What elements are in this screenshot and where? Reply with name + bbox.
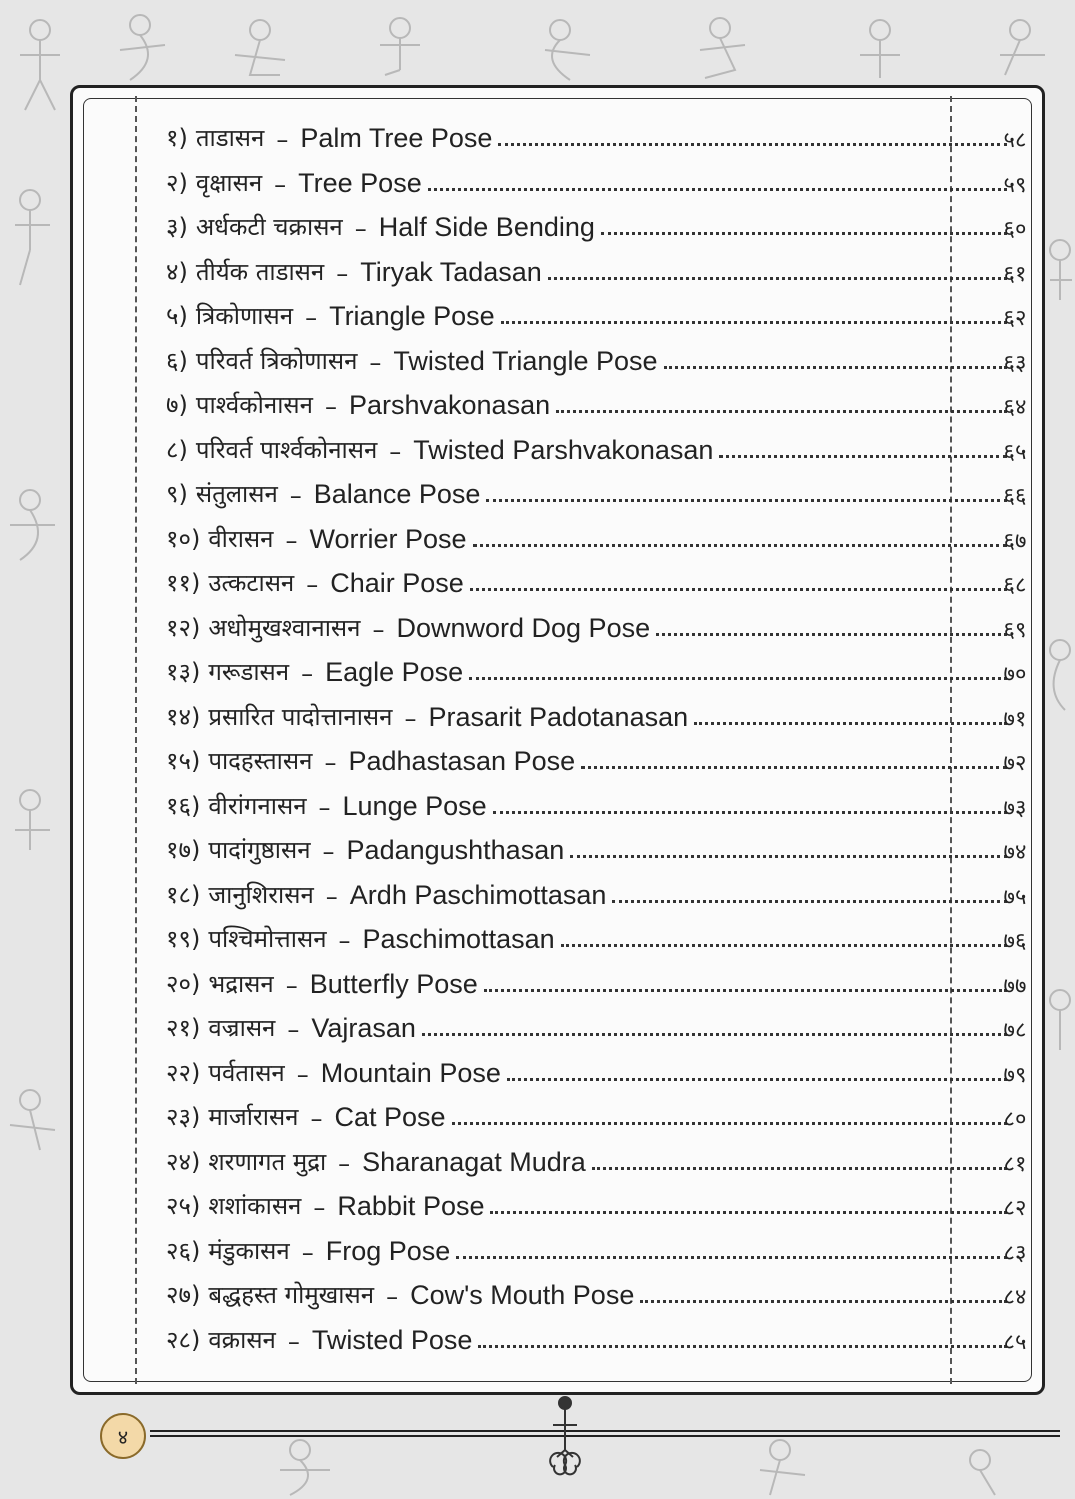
entry-number: २६) bbox=[166, 1236, 201, 1265]
entry-hindi-title: गरूडासन bbox=[208, 658, 290, 686]
dot-leader bbox=[493, 811, 1007, 814]
entry-hindi-title: पार्श्वकोनासन bbox=[195, 391, 313, 419]
dot-leader bbox=[501, 321, 1007, 324]
contents-entry bbox=[166, 199, 1011, 243]
entry-hindi-title: परिवर्त पार्श्वकोनासन bbox=[195, 435, 378, 464]
entry-separator: – bbox=[287, 1327, 300, 1356]
dot-leader bbox=[592, 1167, 1007, 1170]
entry-number: १३) bbox=[166, 658, 201, 686]
entry-separator: – bbox=[372, 615, 385, 644]
entry-separator: – bbox=[289, 482, 302, 510]
entry-number: २०) bbox=[166, 969, 201, 998]
entry-english-title: Twisted Triangle Pose bbox=[393, 345, 658, 376]
entry-hindi-title: परिवर्त त्रिकोणासन bbox=[195, 346, 358, 375]
entry-separator: – bbox=[287, 1016, 300, 1044]
contents-entry bbox=[166, 1045, 1011, 1089]
entry-hindi-title: वज्रासन bbox=[208, 1014, 276, 1042]
entry-page-number: ७३ bbox=[1003, 795, 1027, 821]
entry-number: १७) bbox=[166, 836, 201, 864]
entry-hindi-title: मार्जारासन bbox=[208, 1103, 299, 1131]
entry-page-number: ७८ bbox=[1003, 1018, 1027, 1043]
entry-english-title: Paschimottasan bbox=[362, 924, 555, 954]
dot-leader bbox=[478, 1345, 1007, 1348]
footer-rule bbox=[150, 1430, 1060, 1442]
entry-number: २८) bbox=[166, 1325, 201, 1354]
entry-page-number: ७९ bbox=[1003, 1062, 1027, 1088]
entry-separator: – bbox=[404, 704, 417, 733]
entry-separator: – bbox=[338, 927, 351, 955]
entry-separator: – bbox=[386, 1283, 399, 1311]
entry-english-title: Padhastasan Pose bbox=[348, 746, 576, 776]
contents-entry bbox=[166, 555, 1011, 599]
entry-number: २७) bbox=[166, 1281, 201, 1309]
entry-english-title: Twisted Parshvakonasan bbox=[413, 434, 714, 465]
entry-hindi-title: पादांगुष्ठासन bbox=[208, 836, 311, 864]
entry-english-title: Ardh Paschimottasan bbox=[349, 879, 607, 910]
dot-leader bbox=[498, 143, 1007, 146]
contents-entry bbox=[166, 422, 1011, 466]
entry-separator: – bbox=[306, 571, 319, 599]
entry-page-number: ६९ bbox=[1003, 617, 1027, 643]
dot-leader bbox=[694, 722, 1007, 725]
entry-number: १४) bbox=[166, 702, 201, 731]
dot-leader bbox=[656, 633, 1007, 636]
entry-page-number: ६७ bbox=[1003, 528, 1027, 554]
entry-separator: – bbox=[276, 126, 289, 154]
contents-frame bbox=[70, 85, 1045, 1395]
entry-page-number: ६८ bbox=[1003, 573, 1027, 598]
entry-english-title: Triangle Pose bbox=[329, 301, 495, 331]
contents-entry bbox=[166, 466, 1011, 510]
entry-page-number: ७० bbox=[1003, 662, 1027, 687]
contents-entry bbox=[166, 155, 1011, 199]
dot-leader bbox=[556, 410, 1007, 413]
contents-entry bbox=[166, 689, 1011, 733]
entry-number: २२) bbox=[166, 1058, 201, 1087]
contents-entry bbox=[166, 1312, 1011, 1356]
entry-english-title: Tree Pose bbox=[298, 167, 422, 198]
entry-separator: – bbox=[369, 348, 382, 377]
entry-separator: – bbox=[301, 660, 314, 688]
entry-separator: – bbox=[305, 304, 318, 332]
entry-hindi-title: अधोमुखश्वानासन bbox=[208, 613, 361, 642]
entry-page-number: ५९ bbox=[1003, 172, 1027, 198]
dot-leader bbox=[601, 232, 1007, 235]
entry-number: १९) bbox=[166, 925, 201, 953]
entry-hindi-title: शरणागत मुद्रा bbox=[208, 1147, 327, 1176]
dot-leader bbox=[570, 855, 1007, 858]
entry-number: ८) bbox=[166, 435, 188, 464]
entry-english-title: Rabbit Pose bbox=[337, 1191, 485, 1221]
entry-separator: – bbox=[325, 882, 338, 911]
dot-leader bbox=[561, 944, 1007, 947]
entry-number: ५) bbox=[166, 302, 188, 330]
contents-entry bbox=[166, 733, 1011, 777]
entry-hindi-title: पादहस्तासन bbox=[208, 747, 313, 775]
entry-number: २४) bbox=[166, 1147, 201, 1176]
entry-english-title: Cow's Mouth Pose bbox=[410, 1280, 635, 1310]
entry-separator: – bbox=[324, 749, 337, 777]
entry-number: ६) bbox=[166, 346, 188, 375]
contents-entry bbox=[166, 1134, 1011, 1178]
entry-separator: – bbox=[324, 393, 337, 421]
dot-leader bbox=[456, 1256, 1007, 1259]
entry-number: १६) bbox=[166, 791, 201, 820]
dot-leader bbox=[581, 766, 1007, 769]
entry-hindi-title: जानुशिरासन bbox=[208, 880, 314, 909]
contents-entry bbox=[166, 377, 1011, 421]
entry-number: २) bbox=[166, 168, 188, 197]
entry-page-number: ८५ bbox=[1003, 1329, 1027, 1355]
entry-hindi-title: शशांकासन bbox=[208, 1192, 302, 1220]
entry-separator: – bbox=[322, 838, 335, 866]
entry-english-title: Padangushthasan bbox=[346, 835, 565, 865]
dot-leader bbox=[507, 1078, 1007, 1081]
entry-english-title: Butterfly Pose bbox=[309, 968, 478, 999]
dot-leader bbox=[664, 366, 1007, 369]
entry-hindi-title: वीरांगनासन bbox=[208, 791, 307, 820]
entry-hindi-title: मंडुकासन bbox=[208, 1236, 290, 1265]
entry-english-title: Worrier Pose bbox=[309, 523, 467, 554]
contents-entry bbox=[166, 956, 1011, 1000]
contents-entry bbox=[166, 1000, 1011, 1044]
dot-leader bbox=[719, 455, 1007, 458]
contents-entry bbox=[166, 511, 1011, 555]
entry-page-number: ६० bbox=[1003, 217, 1027, 242]
entry-separator: – bbox=[310, 1105, 323, 1133]
entry-english-title: Twisted Pose bbox=[311, 1324, 473, 1355]
entry-english-title: Balance Pose bbox=[313, 479, 481, 509]
contents-entry bbox=[166, 1089, 1011, 1133]
entry-page-number: ७५ bbox=[1003, 884, 1027, 910]
entry-hindi-title: वीरासन bbox=[208, 524, 274, 553]
entry-english-title: Mountain Pose bbox=[320, 1057, 501, 1088]
entry-hindi-title: पर्वतासन bbox=[208, 1058, 285, 1087]
contents-entry bbox=[166, 1223, 1011, 1267]
entry-separator: – bbox=[296, 1060, 309, 1089]
entry-page-number: ७१ bbox=[1003, 706, 1027, 732]
entry-hindi-title: वक्रासन bbox=[208, 1325, 276, 1354]
entry-page-number: ६६ bbox=[1003, 484, 1027, 509]
contents-entry bbox=[166, 778, 1011, 822]
entry-number: ११) bbox=[166, 569, 201, 597]
dot-leader bbox=[612, 900, 1007, 903]
entry-page-number: ५८ bbox=[1003, 128, 1027, 153]
dot-leader bbox=[640, 1300, 1007, 1303]
entry-separator: – bbox=[336, 259, 349, 288]
entry-page-number: ७४ bbox=[1003, 840, 1027, 865]
entry-page-number: ६२ bbox=[1003, 306, 1027, 331]
entry-number: १) bbox=[166, 124, 188, 152]
entry-number: ७) bbox=[166, 391, 188, 419]
entry-page-number: ७२ bbox=[1003, 751, 1027, 776]
dot-leader bbox=[490, 1211, 1007, 1214]
entry-number: १०) bbox=[166, 524, 201, 553]
entry-english-title: Sharanagat Mudra bbox=[362, 1146, 586, 1177]
entry-english-title: Downword Dog Pose bbox=[396, 612, 651, 643]
entry-page-number: ८२ bbox=[1003, 1196, 1027, 1221]
entry-hindi-title: तीर्यक ताडासन bbox=[195, 257, 325, 286]
dot-leader bbox=[473, 544, 1007, 547]
entry-separator: – bbox=[274, 170, 287, 199]
contents-entry bbox=[166, 867, 1011, 911]
contents-entry bbox=[166, 333, 1011, 377]
entry-english-title: Prasarit Padotanasan bbox=[428, 701, 689, 732]
entry-number: १५) bbox=[166, 747, 201, 775]
entry-number: ३) bbox=[166, 213, 188, 241]
contents-entry bbox=[166, 110, 1011, 154]
entry-separator: – bbox=[285, 971, 298, 1000]
entry-english-title: Chair Pose bbox=[330, 568, 464, 598]
contents-entry bbox=[166, 644, 1011, 688]
entry-page-number: ६४ bbox=[1003, 395, 1027, 420]
entry-separator: – bbox=[301, 1238, 314, 1267]
entry-separator: – bbox=[313, 1194, 326, 1222]
entry-hindi-title: प्रसारित पादोत्तानासन bbox=[208, 702, 393, 731]
dot-leader bbox=[548, 277, 1007, 280]
entry-english-title: Eagle Pose bbox=[325, 657, 464, 687]
entry-page-number: ७६ bbox=[1003, 929, 1027, 954]
entry-number: ४) bbox=[166, 257, 188, 286]
contents-entry bbox=[166, 600, 1011, 644]
entry-english-title: Frog Pose bbox=[325, 1235, 451, 1266]
contents-entry bbox=[166, 822, 1011, 866]
contents-entry bbox=[166, 1267, 1011, 1311]
entry-page-number: ८३ bbox=[1003, 1240, 1027, 1266]
dot-leader bbox=[469, 677, 1007, 680]
entry-number: १२) bbox=[166, 613, 201, 642]
contents-entry bbox=[166, 244, 1011, 288]
entry-hindi-title: भद्रासन bbox=[208, 969, 274, 998]
entry-hindi-title: ताडासन bbox=[195, 124, 265, 152]
entry-hindi-title: पश्चिमोत्तासन bbox=[208, 925, 327, 953]
entry-hindi-title: त्रिकोणासन bbox=[195, 302, 294, 330]
entry-english-title: Tiryak Tadasan bbox=[360, 256, 542, 287]
dot-leader bbox=[484, 989, 1007, 992]
entry-hindi-title: अर्धकटी चक्रासन bbox=[195, 213, 343, 241]
contents-entry bbox=[166, 911, 1011, 955]
entry-number: २१) bbox=[166, 1014, 201, 1042]
dot-leader bbox=[452, 1122, 1007, 1125]
dot-leader bbox=[422, 1033, 1007, 1036]
entry-hindi-title: वृक्षासन bbox=[195, 168, 263, 197]
entry-number: ९) bbox=[166, 480, 188, 508]
yoga-figure-ornament bbox=[535, 1395, 595, 1490]
entry-english-title: Vajrasan bbox=[311, 1013, 416, 1043]
entry-separator: – bbox=[354, 215, 367, 243]
entry-separator: – bbox=[338, 1149, 351, 1178]
entry-hindi-title: बद्धहस्त गोमुखासन bbox=[208, 1281, 375, 1309]
entry-page-number: ८४ bbox=[1003, 1285, 1027, 1310]
entry-page-number: ८१ bbox=[1003, 1151, 1027, 1177]
contents-entry bbox=[166, 288, 1011, 332]
entry-page-number: ६३ bbox=[1003, 350, 1027, 376]
entry-english-title: Cat Pose bbox=[334, 1102, 446, 1132]
entry-separator: – bbox=[285, 526, 298, 555]
entry-page-number: ७७ bbox=[1003, 973, 1027, 999]
entry-english-title: Lunge Pose bbox=[342, 790, 487, 821]
entry-hindi-title: उत्कटासन bbox=[208, 569, 295, 597]
entry-number: २३) bbox=[166, 1103, 201, 1131]
entry-hindi-title: संतुलासन bbox=[195, 480, 278, 508]
page-number: ४ bbox=[117, 1424, 129, 1449]
entry-page-number: ८० bbox=[1003, 1107, 1027, 1132]
entry-english-title: Half Side Bending bbox=[378, 212, 595, 242]
left-dashed-divider bbox=[135, 96, 137, 1384]
entry-page-number: ६५ bbox=[1003, 439, 1027, 465]
entry-english-title: Parshvakonasan bbox=[348, 390, 551, 420]
page-number-badge bbox=[100, 1413, 146, 1459]
dot-leader bbox=[470, 588, 1007, 591]
entry-number: २५) bbox=[166, 1192, 201, 1220]
dot-leader bbox=[428, 188, 1007, 191]
entry-separator: – bbox=[389, 437, 402, 466]
contents-entry bbox=[166, 1178, 1011, 1222]
dot-leader bbox=[486, 499, 1007, 502]
entry-separator: – bbox=[318, 793, 331, 822]
entry-number: १८) bbox=[166, 880, 201, 909]
entry-page-number: ६१ bbox=[1003, 261, 1027, 287]
entry-english-title: Palm Tree Pose bbox=[300, 123, 493, 153]
